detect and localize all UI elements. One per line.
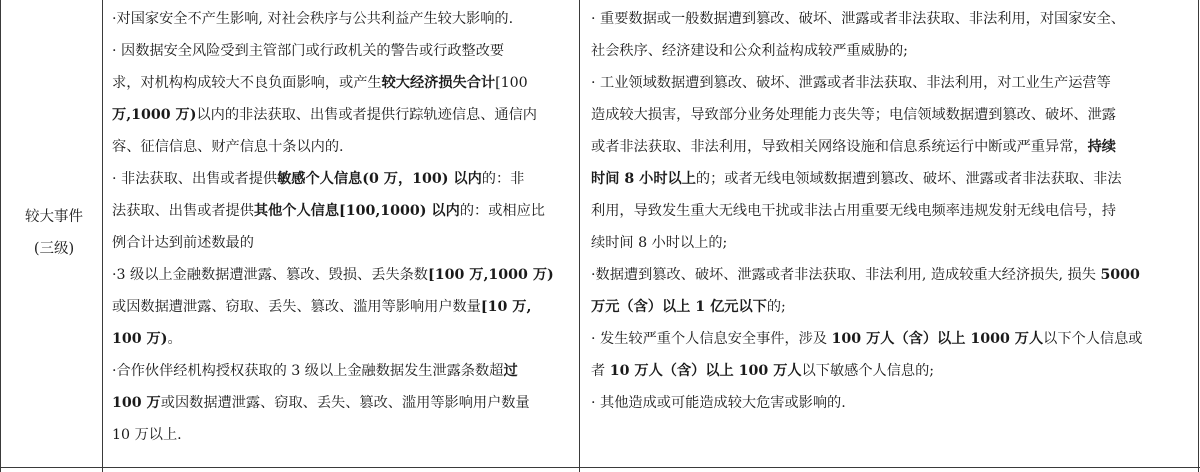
text-run: 求，对机构构成较大不良负面影响，或产生 [112,75,382,91]
bold-text: 其他个人信息 [253,203,340,219]
bold-text: (0 万，100) 以内 [362,171,482,187]
bold-text: 过 [503,363,518,379]
text-line [591,35,1142,67]
text-line [591,3,1142,35]
text-line [591,387,1142,419]
text-line [112,291,554,323]
column-divider-1 [102,0,103,472]
text-line [591,195,1142,227]
text-run: 以内的非法获取、出售或者提供行踪轨迹信息、通信内 [196,107,537,123]
text-line [591,131,1142,163]
text-run: 或因数据遭泄露、窃取、丢失、篡改、滥用等影响用户数量 [160,395,530,411]
text-run: 以下个人信息或 [1043,331,1143,347]
text-line [591,227,1142,259]
text-run: 以下敏感个人信息的; [801,363,935,379]
text-run: 或因数据遭泄露、窃取、丢失、篡改、滥用等影响用户数量 [112,299,481,315]
text-run: 续时间 8 小时以上的; [591,235,728,251]
text-run: 的; [766,299,786,315]
text-line [591,355,1142,387]
bold-text: 10 万人（含）以上 100 万人 [609,363,802,379]
text-run: · 因数据安全风险受到主管部门或行政机关的警告或行政整改要 [112,43,505,59]
text-line [112,131,554,163]
text-run: 利用，导致发生重大无线电干扰或非法占用重要无线电频率违规发射无线电信号，持 [591,203,1116,219]
text-line [591,99,1142,131]
table-border-bottom [0,467,1200,468]
text-line [112,67,554,99]
text-line [112,99,554,131]
text-run: 法获取、出售或者提供 [112,203,254,219]
text-run: · 发生较严重个人信息安全事件，涉及 [591,331,832,347]
text-run: ·对国家安全不产生影响, 对社会秩序与公共利益产生较大影响的. [112,11,514,27]
text-line [591,291,1142,323]
bold-text: 100 万) [112,331,168,347]
bold-text: 5000 [1100,267,1140,283]
bold-text: 万,1000 万) [112,107,197,123]
text-line [112,419,554,451]
table-border-right [1198,0,1199,472]
text-run: 10 万以上. [112,427,182,443]
text-run: 社会秩序、经济建设和公众利益构成较严重威胁的; [591,43,908,59]
text-run: · 其他造成或可能造成较大危害或影响的. [591,395,846,411]
text-run: ·数据遭到篡改、破坏、泄露或者非法获取、非法利用, 造成较重大经济损失, 损失 [591,267,1101,283]
text-run: 的；或者无线电领域数据遭到篡改、破坏、泄露或者非法获取、非法 [695,171,1122,187]
bold-text: 较大经济损失合计 [381,75,496,91]
text-run: · 非法获取、出售或者提供 [112,171,278,187]
text-run: 的：或相应比 [459,203,545,219]
bold-text: [10 万, [480,299,532,315]
text-run: 的：非 [481,171,525,187]
text-line [112,355,554,387]
text-run: · 工业领域数据遭到篡改、破坏、泄露或者非法获取、非法利用，对工业生产运营等 [591,75,1111,91]
bold-text: 100 万 [112,395,161,411]
event-level-grade: (三级) [33,241,75,257]
text-run: 或者非法获取、非法利用，导致相关网络设施和信息系统运行中断或严重异常， [591,139,1088,155]
bold-text: 持续 [1087,139,1116,155]
text-run: ·3 级以上金融数据遭泄露、篡改、毁损、丢失条数 [112,267,428,283]
text-line [112,35,554,67]
criteria-column-national [591,3,1142,419]
bold-text: 100 万人（含）以上 1000 万人 [831,331,1044,347]
text-line [112,259,554,291]
text-run: · 重要数据或一般数据遭到篡改、破坏、泄露或者非法获取、非法利用，对国家安全、 [591,11,1125,27]
text-run: [100 [495,75,528,91]
event-level-cell [18,201,90,265]
text-line [591,67,1142,99]
bold-text: [100 万,1000 万) [428,267,554,283]
event-level-name: 较大事件 [25,209,83,225]
text-line [112,387,554,419]
criteria-column-industry [112,3,554,451]
text-run: 例合计达到前述数最的 [112,235,254,251]
text-line [591,323,1142,355]
text-line [591,163,1142,195]
text-line [112,163,554,195]
text-line [112,195,554,227]
bold-text: 时间 8 小时以上 [591,171,696,187]
bold-text: 万元（含）以上 1 亿元以下 [591,299,767,315]
text-run: 容、征信信息、财产信息十条以内的. [112,139,344,155]
text-run: ·合作伙伴经机构授权获取的 3 级以上金融数据发生泄露条数超 [112,363,504,379]
column-divider-2 [579,0,580,472]
text-run: 。 [167,331,182,347]
text-line [112,323,554,355]
bold-text: [100,1000) 以内 [339,203,460,219]
text-line [591,259,1142,291]
text-run: 者 [591,363,610,379]
bold-text: 敏感个人信息 [277,171,363,187]
table-border-left [0,0,1,472]
text-run: 造成较大损害，导致部分业务处理能力丧失等；电信领域数据遭到篡改、破坏、泄露 [591,107,1116,123]
text-line [112,3,554,35]
text-line [112,227,554,259]
